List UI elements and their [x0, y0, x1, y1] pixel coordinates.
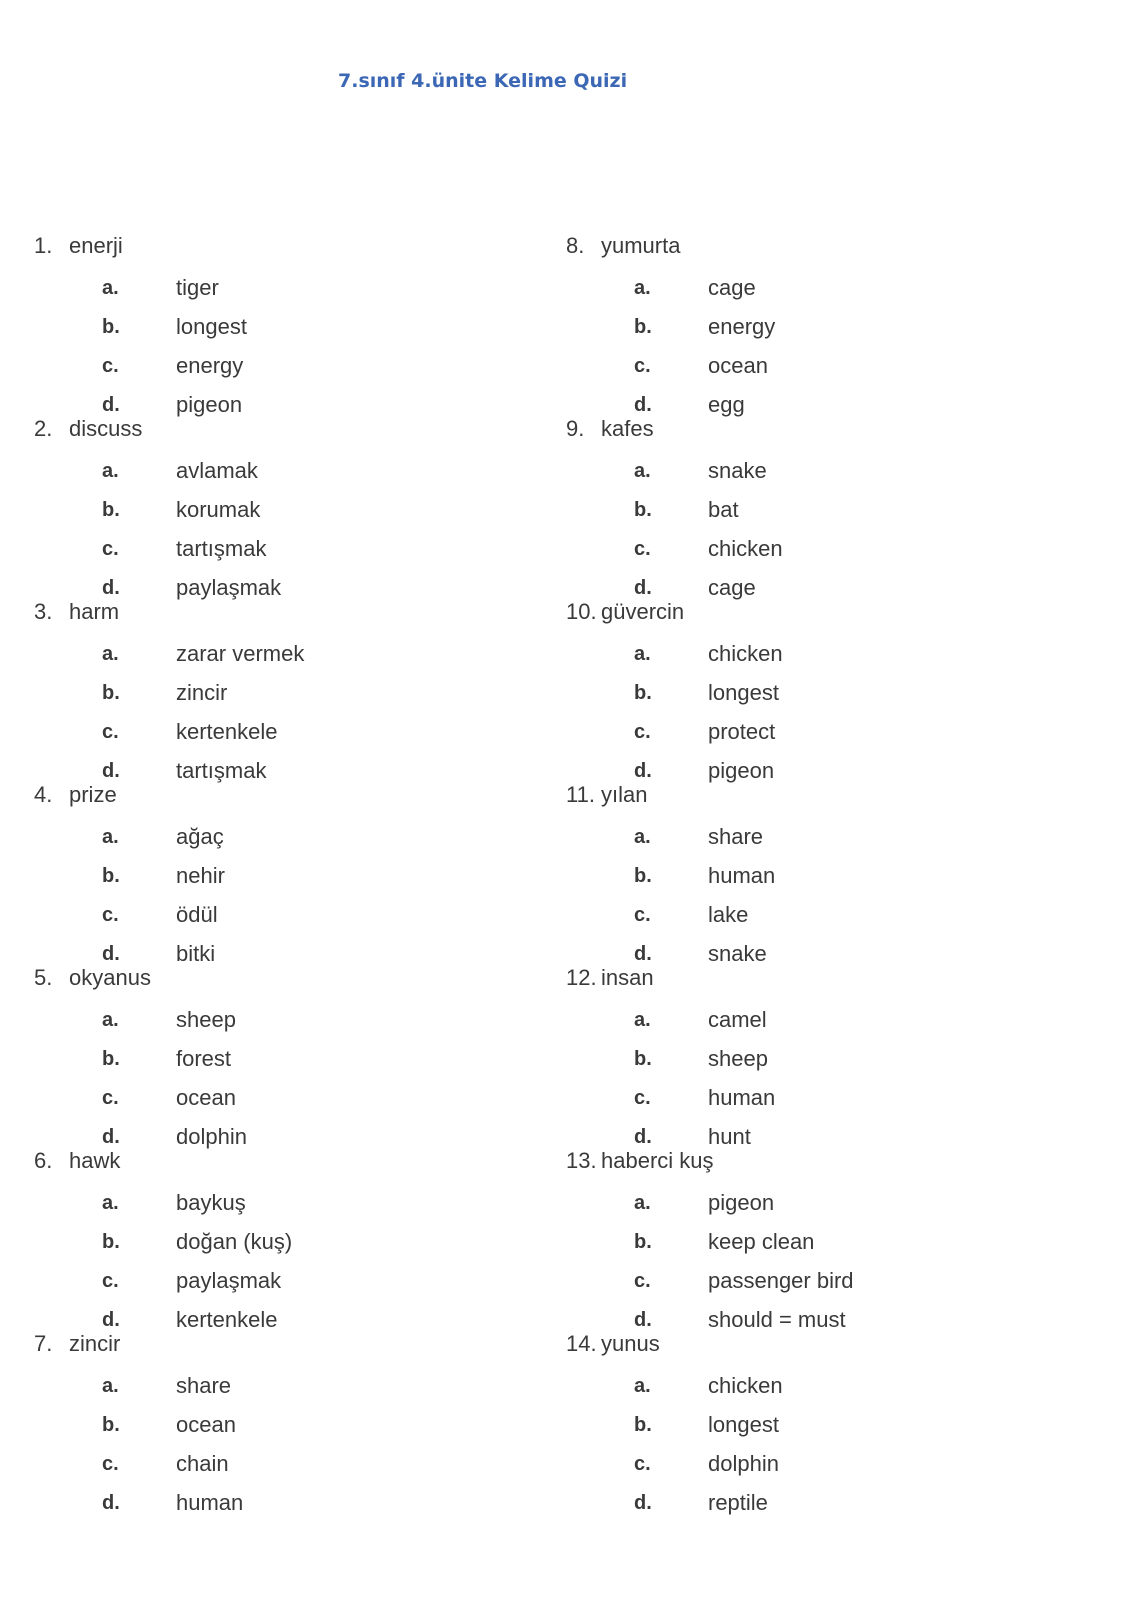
question-number: 10.: [566, 599, 597, 624]
option-letter: a.: [102, 826, 119, 848]
option-letter: d.: [102, 943, 120, 965]
question-item: [34, 1148, 554, 1331]
option-letter: d.: [102, 394, 120, 416]
question-number: 1.: [34, 233, 53, 258]
option-letter: a.: [634, 1192, 651, 1214]
question-word: kafes: [601, 416, 654, 441]
option-letter: d.: [634, 943, 652, 965]
option-letter: c.: [634, 904, 651, 926]
option-letter: a.: [634, 1009, 651, 1031]
option-text: longest: [708, 680, 779, 705]
question-word: discuss: [69, 416, 143, 441]
question-word: okyanus: [69, 965, 151, 990]
option-text: tartışmak: [176, 536, 267, 561]
question-number: 2.: [34, 416, 53, 441]
question-number: 9.: [566, 416, 585, 441]
option-letter: b.: [634, 682, 652, 704]
option-text: doğan (kuş): [176, 1229, 293, 1254]
option-letter: b.: [102, 499, 120, 521]
option-text: pigeon: [176, 392, 243, 417]
option-letter: a.: [102, 1375, 119, 1397]
option-letter: d.: [634, 394, 652, 416]
option-text: chicken: [708, 641, 783, 666]
option-text: bat: [708, 497, 739, 522]
option-letter: c.: [102, 1453, 119, 1475]
option-text: cage: [708, 275, 756, 300]
option-text: protect: [708, 719, 776, 744]
question-word: yumurta: [601, 233, 681, 258]
question-item: [566, 1148, 1086, 1331]
question-word: prize: [69, 782, 117, 807]
right-column: [566, 233, 1086, 1514]
question-item: [566, 599, 1086, 782]
option-letter: c.: [634, 721, 651, 743]
question-item: [566, 233, 1086, 416]
question-heading: [34, 1331, 554, 1357]
option-text: chain: [176, 1451, 229, 1476]
option-text: keep clean: [708, 1229, 815, 1254]
option-text: ağaç: [176, 824, 224, 849]
question-heading: [566, 233, 1086, 259]
option-text: ödül: [176, 902, 218, 927]
option-letter: c.: [102, 1087, 119, 1109]
option-letter: a.: [102, 1192, 119, 1214]
option-text: egg: [708, 392, 745, 417]
question-word: haberci kuş: [601, 1148, 714, 1173]
option-letter: c.: [634, 1453, 651, 1475]
option-text: zarar vermek: [176, 641, 305, 666]
question-number: 11.: [566, 782, 595, 807]
option-text: snake: [708, 941, 767, 966]
option-text: passenger bird: [708, 1268, 854, 1293]
option-text: snake: [708, 458, 767, 483]
option-letter: a.: [634, 460, 651, 482]
option-text: ocean: [176, 1412, 236, 1437]
option-text: sheep: [176, 1007, 236, 1032]
option-text: human: [708, 1085, 776, 1110]
option-text: korumak: [176, 497, 261, 522]
option-text: forest: [176, 1046, 232, 1071]
option-letter: b.: [634, 1048, 652, 1070]
option-letter: a.: [634, 643, 651, 665]
question-heading: [566, 965, 1086, 991]
option-letter: b.: [102, 865, 120, 887]
question-heading: [566, 1331, 1086, 1357]
option-letter: c.: [102, 904, 119, 926]
option-letter: b.: [102, 682, 120, 704]
question-word: enerji: [69, 233, 123, 258]
question-item: [34, 965, 554, 1148]
question-word: yunus: [601, 1331, 660, 1356]
option-letter: d.: [634, 577, 652, 599]
option-text: camel: [708, 1007, 767, 1032]
question-word: hawk: [69, 1148, 121, 1173]
option-letter: a.: [102, 277, 119, 299]
option-text: longest: [708, 1412, 779, 1437]
option-letter: b.: [102, 1414, 120, 1436]
question-item: [34, 782, 554, 965]
option-text: bitki: [176, 941, 216, 966]
option-letter: b.: [102, 1231, 120, 1253]
question-heading: [34, 965, 554, 991]
option-letter: a.: [634, 1375, 651, 1397]
option-letter: b.: [102, 316, 120, 338]
question-item: [34, 416, 554, 599]
question-word: insan: [601, 965, 654, 990]
option-letter: b.: [102, 1048, 120, 1070]
question-heading: [34, 233, 554, 259]
question-item: [566, 782, 1086, 965]
question-number: 4.: [34, 782, 53, 807]
question-word: zincir: [69, 1331, 121, 1356]
option-text: cage: [708, 575, 756, 600]
option-text: ocean: [708, 353, 768, 378]
option-text: human: [708, 863, 776, 888]
question-number: 13.: [566, 1148, 597, 1173]
option-letter: b.: [634, 316, 652, 338]
option-letter: d.: [102, 1126, 120, 1148]
option-text: ocean: [176, 1085, 236, 1110]
question-number: 7.: [34, 1331, 53, 1356]
option-text: energy: [708, 314, 776, 339]
option-text: lake: [708, 902, 749, 927]
question-heading: [34, 599, 554, 625]
option-letter: b.: [634, 1231, 652, 1253]
question-item: [34, 599, 554, 782]
question-number: 8.: [566, 233, 585, 258]
option-letter: a.: [102, 643, 119, 665]
question-number: 14.: [566, 1331, 597, 1356]
question-heading: [34, 416, 554, 442]
option-text: dolphin: [708, 1451, 779, 1476]
left-column: [34, 233, 554, 1514]
option-text: kertenkele: [176, 719, 278, 744]
option-text: tiger: [176, 275, 219, 300]
option-letter: b.: [634, 865, 652, 887]
question-word: güvercin: [601, 599, 685, 624]
option-letter: d.: [634, 760, 652, 782]
question-heading: [566, 599, 1086, 625]
option-text: reptile: [708, 1490, 768, 1515]
option-text: share: [176, 1373, 232, 1398]
option-letter: c.: [102, 1270, 119, 1292]
option-letter: a.: [634, 826, 651, 848]
question-item: [566, 1331, 1086, 1514]
option-text: hunt: [708, 1124, 751, 1149]
option-letter: c.: [102, 355, 119, 377]
option-letter: c.: [102, 721, 119, 743]
option-text: baykuş: [176, 1190, 246, 1215]
option-letter: a.: [102, 460, 119, 482]
option-letter: d.: [102, 1492, 120, 1514]
option-text: chicken: [708, 1373, 783, 1398]
question-number: 12.: [566, 965, 597, 990]
option-letter: d.: [102, 1309, 120, 1331]
option-text: share: [708, 824, 764, 849]
option-text: pigeon: [708, 758, 775, 783]
option-text: sheep: [708, 1046, 768, 1071]
option-text: paylaşmak: [176, 575, 282, 600]
option-letter: d.: [102, 760, 120, 782]
page-title: 7.sınıf 4.ünite Kelime Quizi: [338, 70, 628, 92]
question-heading: [34, 782, 554, 808]
option-letter: d.: [634, 1492, 652, 1514]
question-number: 3.: [34, 599, 53, 624]
option-letter: b.: [634, 1414, 652, 1436]
option-letter: a.: [102, 1009, 119, 1031]
option-letter: c.: [634, 1270, 651, 1292]
question-word: yılan: [601, 782, 648, 807]
option-text: kertenkele: [176, 1307, 278, 1332]
option-text: energy: [176, 353, 244, 378]
question-item: [566, 416, 1086, 599]
option-text: should = must: [708, 1307, 846, 1332]
option-letter: c.: [634, 1087, 651, 1109]
question-item: [34, 233, 554, 416]
option-text: tartışmak: [176, 758, 267, 783]
option-letter: d.: [634, 1126, 652, 1148]
option-text: chicken: [708, 536, 783, 561]
option-text: longest: [176, 314, 247, 339]
question-heading: [566, 782, 1086, 808]
question-heading: [566, 416, 1086, 442]
question-number: 5.: [34, 965, 53, 990]
option-text: human: [176, 1490, 244, 1515]
option-letter: c.: [634, 355, 651, 377]
question-word: harm: [69, 599, 120, 624]
option-letter: d.: [634, 1309, 652, 1331]
option-text: zincir: [176, 680, 228, 705]
question-heading: [566, 1148, 1086, 1174]
option-text: dolphin: [176, 1124, 247, 1149]
question-item: [34, 1331, 554, 1514]
option-letter: c.: [102, 538, 119, 560]
option-text: avlamak: [176, 458, 258, 483]
option-letter: b.: [634, 499, 652, 521]
question-item: [566, 965, 1086, 1148]
question-number: 6.: [34, 1148, 53, 1173]
question-heading: [34, 1148, 554, 1174]
option-letter: a.: [634, 277, 651, 299]
option-letter: c.: [634, 538, 651, 560]
option-letter: d.: [102, 577, 120, 599]
option-text: paylaşmak: [176, 1268, 282, 1293]
option-text: nehir: [176, 863, 225, 888]
option-text: pigeon: [708, 1190, 775, 1215]
